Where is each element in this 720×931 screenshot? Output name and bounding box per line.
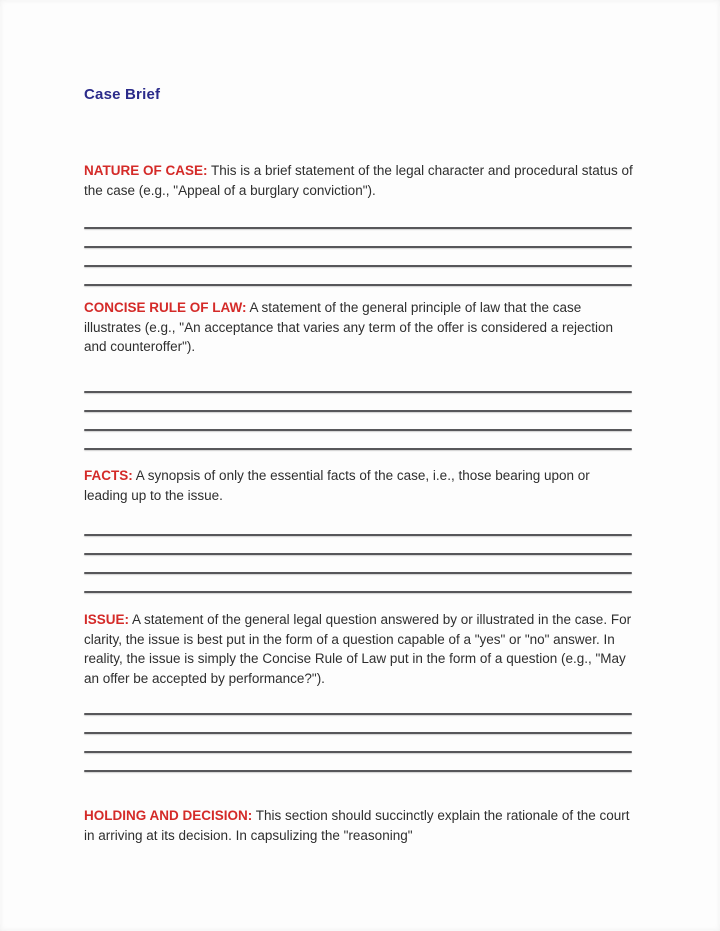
blank-line [84,572,632,574]
blank-write-lines [84,391,632,450]
blank-line [84,246,632,248]
section-heading-concise-rule-of-law: CONCISE RULE OF LAW: [84,300,247,315]
section-nature-of-case [84,161,637,286]
section-heading-facts: FACTS: [84,468,133,483]
blank-write-lines [84,534,632,593]
section-paragraph [84,806,637,845]
section-heading-holding-and-decision: HOLDING AND DECISION: [84,808,253,823]
blank-line [84,770,632,772]
section-facts [84,466,637,593]
section-paragraph [84,298,637,357]
blank-line [84,410,632,412]
blank-write-lines [84,227,632,286]
section-paragraph [84,610,637,688]
section-description: A statement of the general principle of law that the case illustrates (e.g., "An acceptance that varies any term of the offer is considered a rejection and counteroffer"). [84,300,614,354]
section-paragraph [84,161,637,200]
blank-line [84,429,632,431]
section-description: This is a brief statement of the legal character and procedural status of the case (e.g., "Appeal of a burglary conviction"). [84,163,633,198]
section-description: A synopsis of only the essential facts of the case, i.e., those bearing upon or leading up to the issue. [84,468,590,503]
blank-line [84,534,632,536]
blank-line [84,391,632,393]
section-heading-nature-of-case: NATURE OF CASE: [84,163,208,178]
blank-line [84,553,632,555]
blank-line [84,591,632,593]
blank-line [84,751,632,753]
blank-line [84,227,632,229]
section-heading-issue: ISSUE: [84,612,130,627]
section-concise-rule-of-law [84,298,637,450]
section-issue [84,610,637,772]
blank-line [84,713,632,715]
section-paragraph [84,466,637,505]
blank-line [84,732,632,734]
section-description: A statement of the general legal question answered by or illustrated in the case. For clarity, the issue is best put in the form of a question capable of a "yes" or "no" answer. In reality, the issue is simply the Concise Rule of Law put in the form of a question (e.g., "May an offer be accepted by performance?"). [84,612,632,686]
blank-write-lines [84,713,632,772]
blank-line [84,284,632,286]
section-description: This section should succinctly explain the rationale of the court in arriving at its decision. In capsulizing the "reasoning" [84,808,630,843]
document-title: Case Brief [84,86,161,103]
section-holding-and-decision [84,806,637,845]
blank-line [84,448,632,450]
blank-line [84,265,632,267]
